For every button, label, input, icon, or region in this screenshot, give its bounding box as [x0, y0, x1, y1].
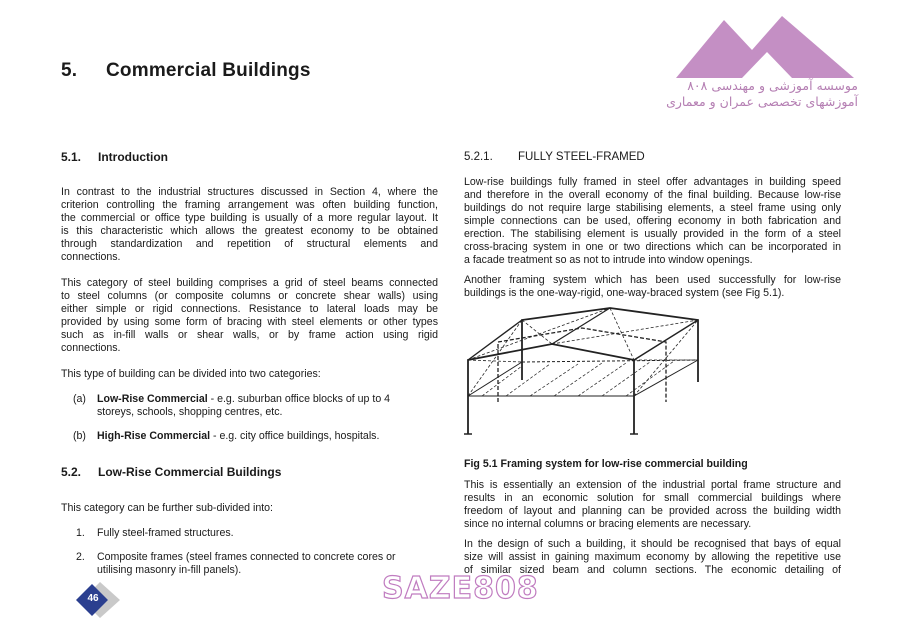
logo-line-1: موسسه آموزشی و مهندسی ۸۰۸: [687, 78, 858, 93]
category-a: [73, 393, 438, 419]
watermark: SAZE808: [382, 571, 539, 606]
list-label: (a): [73, 393, 86, 405]
list-label: 1.: [76, 527, 85, 539]
category-a-line-2: storeys, schools, shopping centres, etc.: [97, 406, 283, 418]
intro-paragraph-2: [61, 277, 438, 355]
text-line: through standardization and repetition of structural elements and: [61, 238, 438, 250]
list-text: Composite frames (steel frames connected to concrete cores or: [97, 551, 396, 563]
text-line: simple connections can be used, offering economy in both fabrication and: [464, 215, 841, 227]
section-5-2-heading: [61, 465, 281, 479]
steel-framed-paragraph-1: [464, 176, 841, 267]
section-number: 5.2.1.: [464, 151, 493, 163]
heading-number: 5.: [61, 60, 78, 81]
logo: [666, 12, 858, 112]
category-b-title: High-Rise Commercial: [97, 430, 211, 442]
section-number: 5.1.: [61, 150, 82, 164]
text-line: the commercial or office type building is usually of a more regular layout. It: [61, 212, 438, 224]
section-title: Low-Rise Commercial Buildings: [98, 465, 282, 479]
figure-caption: Fig 5.1 Framing system for low-rise commercial building: [464, 458, 748, 470]
text-line: criterion controlling the framing arrangement was often building function,: [61, 199, 438, 211]
text-line: erection. The stabilising element is usually provided in the form of a steel: [464, 228, 841, 240]
logo-mark-icon: [672, 12, 858, 82]
text-line: to steel columns (or composite columns or concrete shear walls) using: [61, 290, 438, 302]
text-line: This category of steel building comprises a grid of steel beams connected: [61, 277, 438, 289]
category-a-text: - e.g. suburban office blocks of up to 4: [207, 393, 391, 405]
text-line: In the design of such a building, it should be recognised that bays of equal: [464, 538, 841, 550]
intro-paragraph-3: This type of building can be divided into two categories:: [61, 368, 321, 380]
page-number: 46: [87, 593, 99, 604]
text-line: buildings is the one-way-rigid, one-way-braced system (see Fig 5.1).: [464, 287, 785, 299]
section-5-2-1-heading: [464, 151, 645, 163]
section-title: FULLY STEEL-FRAMED: [518, 151, 645, 163]
text-line: cross-bracing system in one or two directions which can be incorporated in: [464, 241, 841, 253]
text-line: connections.: [61, 342, 121, 354]
category-b: [73, 430, 438, 443]
text-line: size will assist in gaining maximum economy by allowing the repetitive use: [464, 551, 841, 563]
text-line: either simple or rigid connections. Resistance to lateral loads may be: [61, 303, 438, 315]
list-label: 2.: [76, 551, 85, 563]
page-number-badge: [74, 580, 122, 620]
steel-framed-paragraph-2: [464, 274, 841, 300]
list-label: (b): [73, 430, 86, 442]
text-line: is this characteristic which allows the greatest economy to be obtained: [61, 225, 438, 237]
category-a-title: Low-Rise Commercial: [97, 393, 208, 405]
text-line: In contrast to the industrial structures discussed in Section 4, where the: [61, 186, 438, 198]
text-line: provided by using some form of bracing with steel elements or other types: [61, 316, 438, 328]
section-5-1-heading: [61, 150, 168, 164]
text-line: buildings do not require large stabilising elements, a steel frame using only: [464, 202, 841, 214]
text-line: such as in-fill walls or shear walls, or by frame action using rigid: [61, 329, 438, 341]
text-line: freedom of layout and planning can be provided across the building width: [464, 505, 841, 517]
text-line: of similar sized beam and column sections. The economic detailing of: [464, 564, 841, 576]
list-text: Fully steel-framed structures.: [97, 527, 234, 539]
text-line: Low-rise buildings fully framed in steel offer advantages in building speed: [464, 176, 841, 188]
intro-paragraph-1: [61, 186, 438, 264]
logo-line-2: آموزشهای تخصصی عمران و معماری: [666, 94, 858, 109]
framing-system-figure: [462, 302, 722, 442]
text-line: and therefore in the overall economy of the final building. Because low-rise: [464, 189, 841, 201]
list-item-1: [76, 527, 438, 540]
text-line: connections.: [61, 251, 121, 263]
category-b-text: - e.g. city office buildings, hospitals.: [210, 430, 380, 442]
page-heading: [61, 60, 311, 82]
text-line: since no internal columns or bracing elements are necessary.: [464, 518, 752, 530]
list-text-line-2: utilising masonry in-fill panels).: [97, 564, 242, 576]
text-line: a facade treatment so as not to intrude into window openings.: [464, 254, 753, 266]
portal-frame-paragraph: [464, 479, 841, 531]
section-number: 5.2.: [61, 465, 82, 479]
text-line: This is essentially an extension of the industrial portal frame structure and: [464, 479, 841, 491]
heading-title: Commercial Buildings: [106, 60, 311, 81]
text-line: Another framing system which has been used successfully for low-rise: [464, 274, 841, 286]
subdivide-paragraph: This category can be further sub-divided into:: [61, 502, 273, 514]
section-title: Introduction: [98, 150, 168, 164]
text-line: results in an economic solution for small commercial buildings where: [464, 492, 841, 504]
